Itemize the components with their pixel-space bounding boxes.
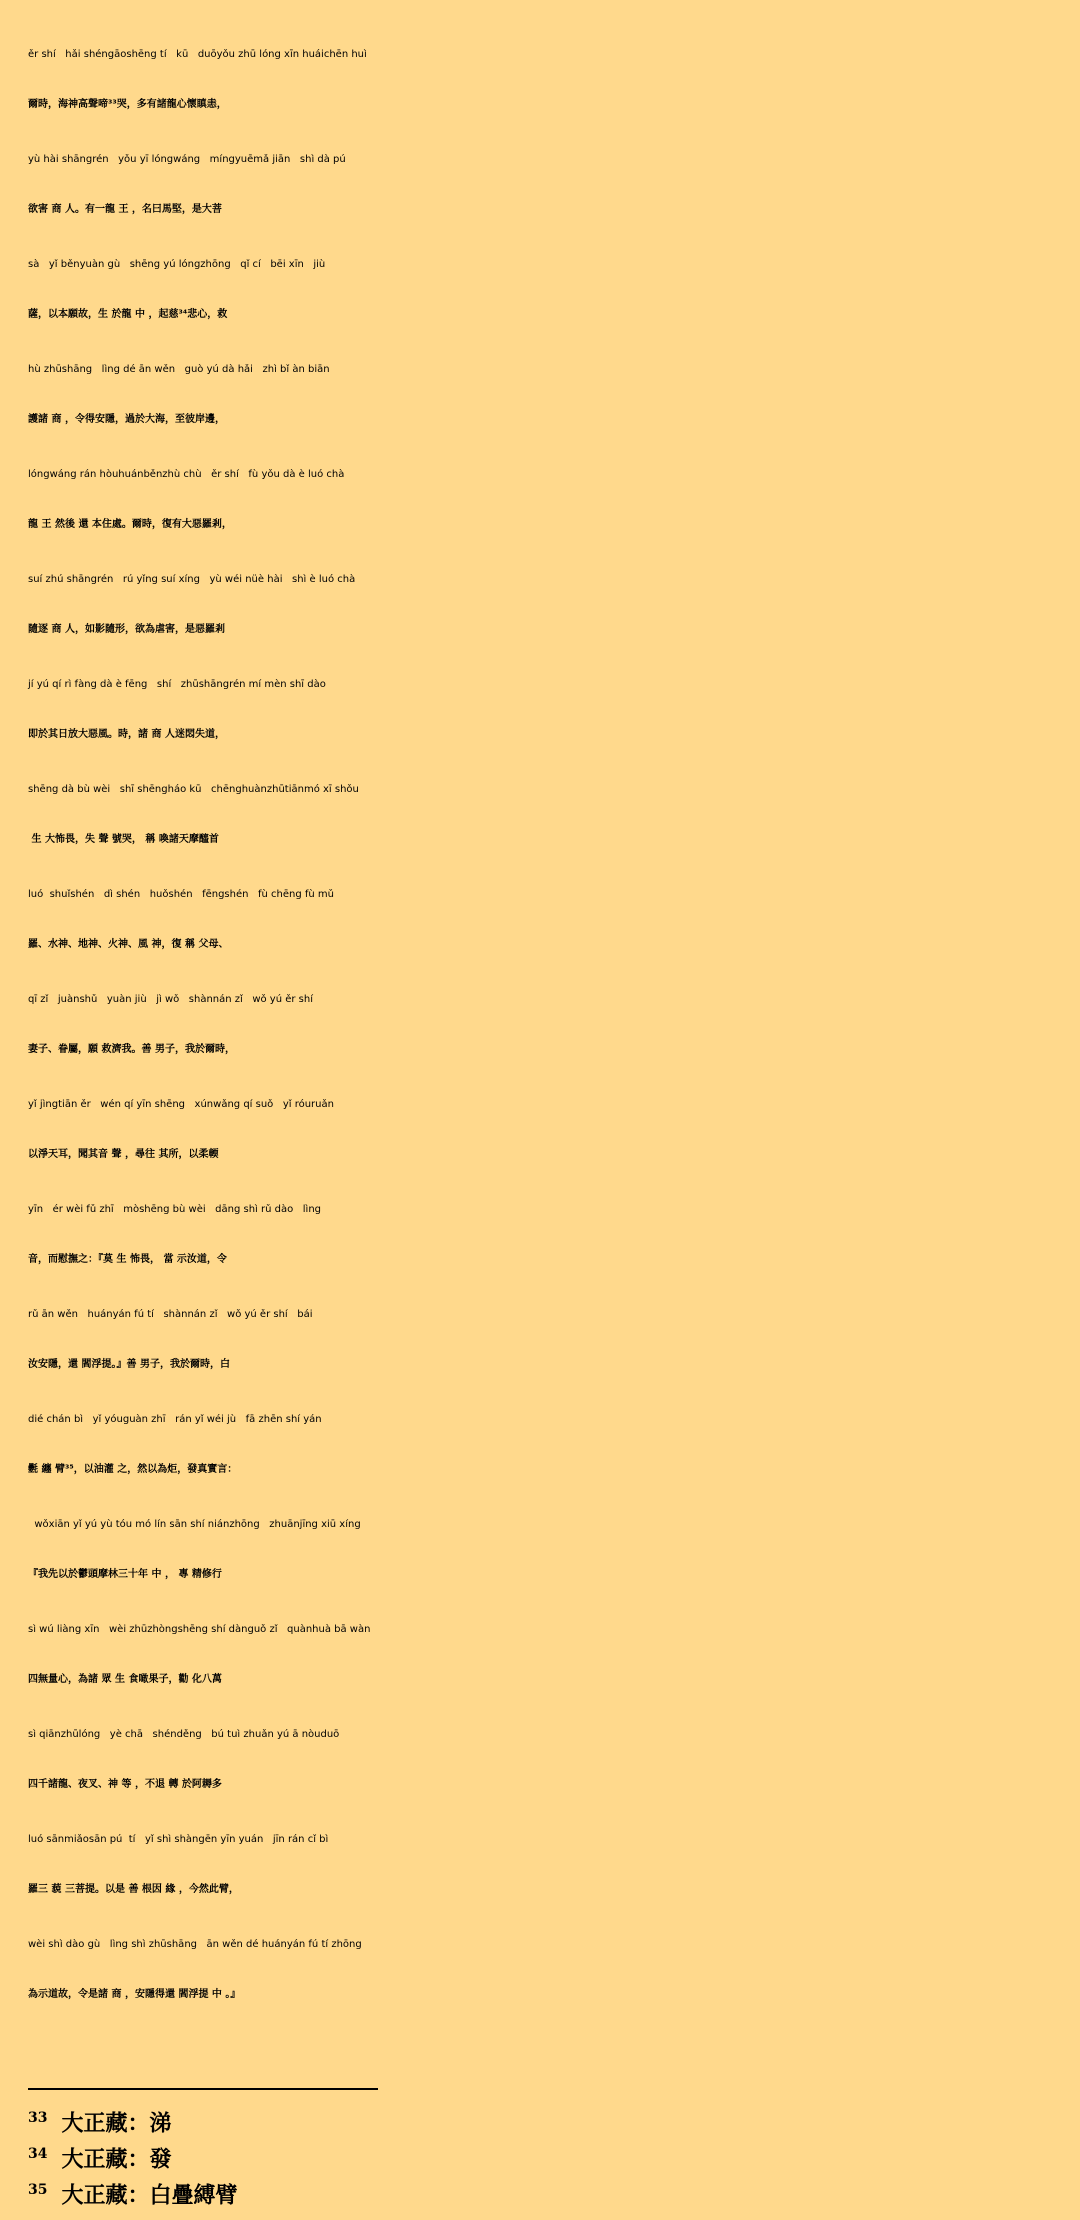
pinyin-line: lóngwáng rán hòuhuánběnzhù chù ěr shí fù yǒu dà è luó chà: [28, 469, 345, 480]
footnote: [28, 2172, 928, 2208]
pinyin-line: luó sānmiǎosān pú tí yǐ shì shàngēn yīn yuán jīn rán cǐ bì: [28, 1834, 329, 1845]
text-line: [28, 668, 1058, 773]
pinyin-line: rǔ ān wěn huányán fú tí shànnán zǐ wǒ yú ěr shí bái: [28, 1309, 313, 1320]
pinyin-line: shēng dà bù wèi shī shēngháo kū chēnghuànzhūtiānmó xī shǒu: [28, 784, 359, 795]
text-line: [28, 563, 1058, 668]
footnote: [28, 2100, 928, 2136]
text-line: [28, 1718, 1058, 1823]
pinyin-line: yǐ jìngtiān ěr wén qí yīn shēng xúnwǎng qí suǒ yǐ róuruǎn: [28, 1099, 334, 1110]
text-line: [28, 1403, 1058, 1508]
text-line: [28, 38, 1058, 143]
text-line: [28, 1928, 1058, 2033]
footnote-number: 34: [28, 2146, 48, 2162]
hanzi-line: 薩，以本願故，生 於龍 中 ，起慈³⁴悲心，救: [28, 309, 228, 320]
hanzi-line: 羅三 藐 三菩提。以是 善 根因 緣 ，今然此臂，: [28, 1884, 239, 1895]
footnote-divider: [28, 2088, 378, 2090]
hanzi-line: 音，而慰撫之：『莫 生 怖畏， 當 示汝道，令: [28, 1254, 227, 1265]
pinyin-line: suí zhú shāngrén rú yǐng suí xíng yù wéi nüè hài shì è luó chà: [28, 574, 356, 585]
text-line: [28, 1613, 1058, 1718]
footnote-text: 大正藏：涕: [61, 2110, 172, 2137]
hanzi-line: 欲害 商 人。有一龍 王 ，名曰馬堅，是大菩: [28, 204, 222, 215]
hanzi-line: 『我先以於鬱頭摩林三十年 中 ， 專 精修行: [28, 1569, 222, 1580]
hanzi-line: 隨逐 商 人，如影隨形，欲為虐害，是惡羅剎: [28, 624, 225, 635]
pinyin-line: wǒxiān yǐ yú yù tóu mó lín sān shí niánzhōng zhuānjīng xiū xíng: [28, 1519, 361, 1530]
hanzi-line: 四千諸龍、夜叉、神 等 ，不退 轉 於阿耨多: [28, 1779, 222, 1790]
pinyin-line: yù hài shāngrén yǒu yī lóngwáng míngyuēmǎ jiān shì dà pú: [28, 154, 346, 165]
footnote-text: 大正藏：白疊縛臂: [61, 2182, 238, 2209]
footnote-number: 33: [28, 2110, 48, 2126]
hanzi-line: 羅、水神、地神、火神、風 神，復 稱 父母、: [28, 939, 229, 950]
pinyin-line: wèi shì dào gù lìng shì zhūshāng ān wěn dé huányán fú tí zhōng: [28, 1939, 362, 1950]
text-line: [28, 1823, 1058, 1928]
pinyin-line: yīn ér wèi fǔ zhī mòshēng bù wèi dāng shì rǔ dào lìng: [28, 1204, 322, 1215]
pinyin-line: qī zǐ juànshǔ yuàn jiù jì wǒ shànnán zǐ wǒ yú ěr shí: [28, 994, 314, 1005]
hanzi-line: 氎 纏 臂³⁵，以油灌 之，然以為炬，發真實言：: [28, 1464, 238, 1475]
footnote: [28, 2136, 928, 2172]
hanzi-line: 護諸 商 ，令得安隱，過於大海，至彼岸邊，: [28, 414, 225, 425]
pinyin-line: sì wú liàng xīn wèi zhūzhòngshēng shí dànguǒ zǐ quànhuà bā wàn: [28, 1624, 371, 1635]
pinyin-line: sì qiānzhūlóng yè chā shénděng bú tuì zhuǎn yú ā nòuduō: [28, 1729, 340, 1740]
text-line: [28, 143, 1058, 248]
text-body: [28, 38, 1058, 2033]
hanzi-line: 即於其日放大惡風。時，諸 商 人迷悶失道，: [28, 729, 225, 740]
text-line: [28, 248, 1058, 353]
footnote-text: 大正藏：發: [61, 2146, 172, 2173]
hanzi-line: 爾時，海神高聲啼³³哭，多有諸龍心懷瞋恚，: [28, 99, 227, 110]
pinyin-line: dié chán bì yǐ yóuguàn zhī rán yǐ wéi jù fā zhēn shí yán: [28, 1414, 322, 1425]
hanzi-line: 汝安隱，還 閻浮提。』善 男子，我於爾時，白: [28, 1359, 230, 1370]
text-line: [28, 353, 1058, 458]
hanzi-line: 龍 王 然後 還 本住處。爾時，復有大惡羅剎，: [28, 519, 232, 530]
hanzi-line: 生 大怖畏，失 聲 號哭， 稱 喚諸天摩醯首: [28, 834, 219, 845]
pinyin-line: sà yǐ běnyuàn gù shēng yú lóngzhōng qǐ cí bēi xīn jiù: [28, 259, 326, 270]
footnotes: [28, 2100, 928, 2208]
text-line: [28, 458, 1058, 563]
text-line: [28, 1508, 1058, 1613]
hanzi-line: 妻子、眷屬，願 救濟我。善 男子，我於爾時，: [28, 1044, 235, 1055]
hanzi-line: 四無量心，為諸 眾 生 食噉果子，勸 化八萬: [28, 1674, 222, 1685]
pinyin-line: luó shuǐshén dì shén huǒshén fēngshén fù chēng fù mǔ: [28, 889, 335, 900]
pinyin-line: jí yú qí rì fàng dà è fēng shí zhūshāngrén mí mèn shī dào: [28, 679, 326, 690]
text-line: [28, 983, 1058, 1088]
hanzi-line: 為示道故，令是諸 商 ，安隱得還 閻浮提 中 。』: [28, 1989, 241, 2000]
pinyin-line: ěr shí hǎi shéngāoshēng tí kū duōyǒu zhū lóng xīn huáichēn huì: [28, 49, 367, 60]
text-line: [28, 773, 1058, 878]
pinyin-line: hù zhūshāng lìng dé ān wěn guò yú dà hǎi zhì bǐ àn biān: [28, 364, 330, 375]
footnote-number: 35: [28, 2182, 48, 2198]
text-line: [28, 1193, 1058, 1298]
text-line: [28, 1088, 1058, 1193]
hanzi-line: 以淨天耳，聞其音 聲 ，尋往 其所，以柔輭: [28, 1149, 219, 1160]
text-line: [28, 878, 1058, 983]
text-line: [28, 1298, 1058, 1403]
